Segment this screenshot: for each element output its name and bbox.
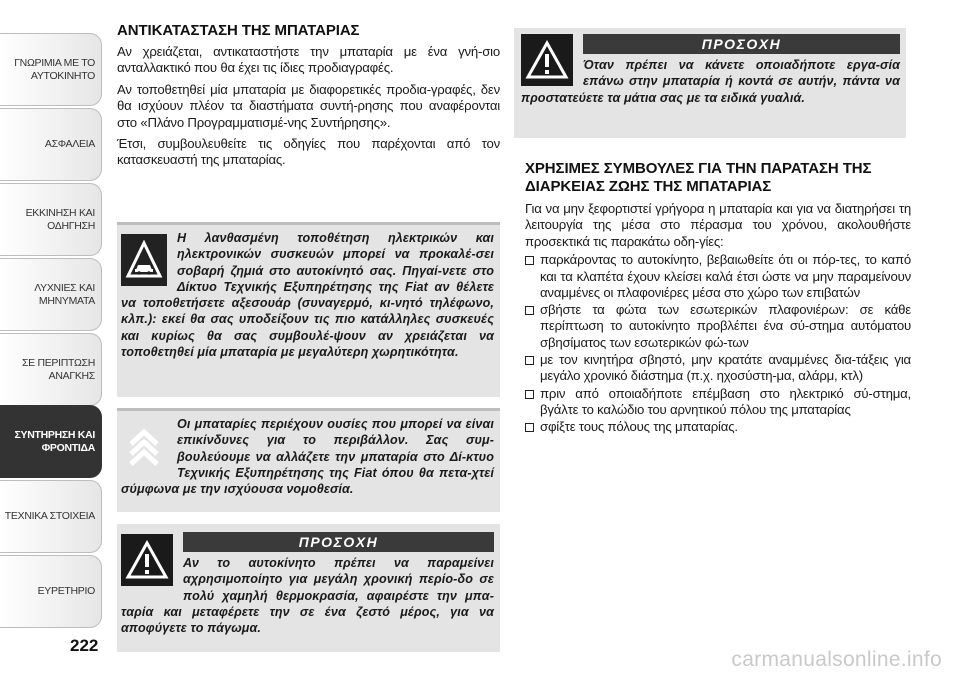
warning-box-eyes xyxy=(514,28,906,138)
tab-safety[interactable]: ΑΣΦΑΛΕΙΑ xyxy=(0,108,102,181)
checkbox-bullet-icon xyxy=(525,356,534,365)
paragraph: Έτσι, συμβουλευθείτε τις οδηγίες που παρέχονται από τον κατασκευαστή της μπαταρίας. xyxy=(117,136,500,168)
warning-banner: ΠΡΟΣΟΧΗ xyxy=(183,532,494,552)
tips-list xyxy=(525,252,911,435)
note-box-accessories xyxy=(117,222,500,397)
tab-getting-to-know[interactable]: ΓΝΩΡΙΜΙΑ ΜΕ ΤΟ ΑΥΤΟΚΙΝΗΤΟ xyxy=(0,33,102,106)
list-item: με τον κινητήρα σβηστό, μην κρατάτε αναμμένες δια-τάξεις για μεγάλο χρονικό διάστημα (π.χ. ηχοσύστη-μα, αλάρμ, κτλ) xyxy=(525,352,911,385)
checkbox-bullet-icon xyxy=(525,306,534,315)
list-item: σβήστε τα φώτα των εσωτερικών πλαφονιέρων: σε κάθε περίπτωση το αυτοκίνητο προβλέπει ένα σύ-στημα αυτόματου σβησίματος των εσωτερικών φώ-των xyxy=(525,302,911,351)
right-column xyxy=(525,160,911,436)
list-item: παρκάροντας το αυτοκίνητο, βεβαιωθείτε ότι οι πόρ-τες, το καπό και τα κλαπέτα έχουν κλείσει καλά έτσι ώστε να μην παραμείνουν αναμμένες οι πλαφονιέρες μέσα στο χώρο των επιβατών xyxy=(525,252,911,301)
checkbox-bullet-icon xyxy=(525,256,534,265)
paragraph: Αν τοποθετηθεί μία μπαταρία με διαφορετικές προδια-γραφές, δεν θα ισχύουν πλέον τα διαστήματα συντή-ρησης που αναφέρονται στο «Πλάνο Προγραμματισμέ-νης Συντήρησης». xyxy=(117,81,500,130)
tab-lights-messages[interactable]: ΛΥΧΝΙΕΣ ΚΑΙ ΜΗΝΥΜΑΤΑ xyxy=(0,258,102,331)
tab-index[interactable]: ΕΥΡΕΤΗΡΙΟ xyxy=(0,555,102,628)
warning-banner: ΠΡΟΣΟΧΗ xyxy=(583,34,900,54)
chapter-sidebar xyxy=(0,0,102,677)
list-item: πριν από οποιαδήποτε επέμβαση στο ηλεκτρικό σύ-στημα, βγάλτε το καλώδιο του αρνητικού πόλου της μπαταρίας xyxy=(525,386,911,419)
section-heading: ΑΝΤΙΚΑΤΑΣΤΑΣΗ ΤΗΣ ΜΠΑΤΑΡΙΑΣ xyxy=(117,22,360,39)
paragraph: Αν χρειάζεται, αντικαταστήστε την μπαταρία με ένα γνή-σιο ανταλλακτικό που θα έχει τις ίδιες προδιαγραφές. xyxy=(117,44,500,76)
watermark: carmanualsonline.info xyxy=(731,648,942,671)
tab-maintenance[interactable]: ΣΥΝΤΗΡΗΣΗ ΚΑΙ ΦΡΟΝΤΙΔΑ xyxy=(0,405,102,478)
note-environment-text: Οι μπαταρίες περιέχουν ουσίες που μπορεί να είναι επικίνδυνες για το περιβάλλον. Σας συμ-βουλεύουμε να αλλάζετε την μπαταρία στο Δί-κτυο Τεχνικής Εξυπηρέτησης της Fiat όπου θα πετα-χτεί σύμφωνα με την ισχύουσα νομοθεσία. xyxy=(121,417,494,497)
recycle-icon xyxy=(121,420,167,472)
tab-technical-data[interactable]: ΤΕΧΝΙΚΑ ΣΤΟΙΧΕΙΑ xyxy=(0,480,102,553)
checkbox-bullet-icon xyxy=(525,390,534,399)
warning-icon xyxy=(121,534,173,586)
note-box-environment xyxy=(117,408,500,512)
paragraph: Για να μην ξεφορτιστεί γρήγορα η μπαταρία και για να διατηρήσει τη λειτουργία της μέσα στο πέρασμα του χρόνου, ακολουθήστε προσεκτικά τις παρακάτω οδη-γίες: xyxy=(525,201,911,249)
section-heading: ΧΡΗΣΙΜΕΣ ΣΥΜΒΟΥΛΕΣ ΓΙΑ ΤΗΝ ΠΑΡΑΤΑΣΗ ΤΗΣ ΔΙΑΡΚΕΙΑΣ ΖΩΗΣ ΤΗΣ ΜΠΑΤΑΡΙΑΣ xyxy=(525,160,872,195)
note-accessories-text: Η λανθασμένη τοποθέτηση ηλεκτρικών και ηλεκτρονικών συσκευών μπορεί να προκαλέ-σει σοβαρή ζημιά στο αυτοκίνητό σας. Πηγαί-νετε στο Δίκτυο Τεχνικής Εξυπηρέτησης της Fiat αν θέλετε να τοποθετήσετε αξεσουάρ (συναγερμό, κι-νητό τηλέφωνο, κλπ.): εκεί θα σας υποδείξουν τις πιο κατάλληλες συσκευές και κυρίως θα σας συμβουλέ-ψουν αν χρειάζεται να τοποθετηθεί μία μπαταρία με μεγαλύτερη χωρητικότητα. xyxy=(121,231,494,360)
left-column xyxy=(117,22,500,169)
warning-box-cold xyxy=(117,524,500,652)
warning-icon xyxy=(521,34,573,86)
warning-text: Αν το αυτοκίνητο πρέπει να παραμείνει αχρησιμοποίητο για μεγάλη χρονική περίο-δο σε πολύ χαμηλή θερμοκρασία, αφαιρέστε την μπα-ταρία και μεταφέρετε την σε ένα ζεστό μέρος, για να αποφύγετε το πάγωμα. xyxy=(121,556,494,636)
tab-emergency[interactable]: ΣΕ ΠΕΡΙΠΤΩΣΗ ΑΝΑΓΚΗΣ xyxy=(0,333,102,406)
checkbox-bullet-icon xyxy=(525,423,534,432)
tab-starting-driving[interactable]: ΕΚΚΙΝΗΣΗ ΚΑΙ ΟΔΗΓΗΣΗ xyxy=(0,183,102,256)
page-number: 222 xyxy=(70,636,99,655)
warning-text: Όταν πρέπει να κάνετε οποιαδήποτε εργα-σία επάνω στην μπαταρία ή κοντά σε αυτήν, πάντα να προστατεύετε τα μάτια σας με τα ειδικά γυαλιά. xyxy=(521,58,900,105)
car-damage-icon xyxy=(121,234,167,286)
list-item: σφίξτε τους πόλους της μπαταρίας. xyxy=(525,419,911,435)
